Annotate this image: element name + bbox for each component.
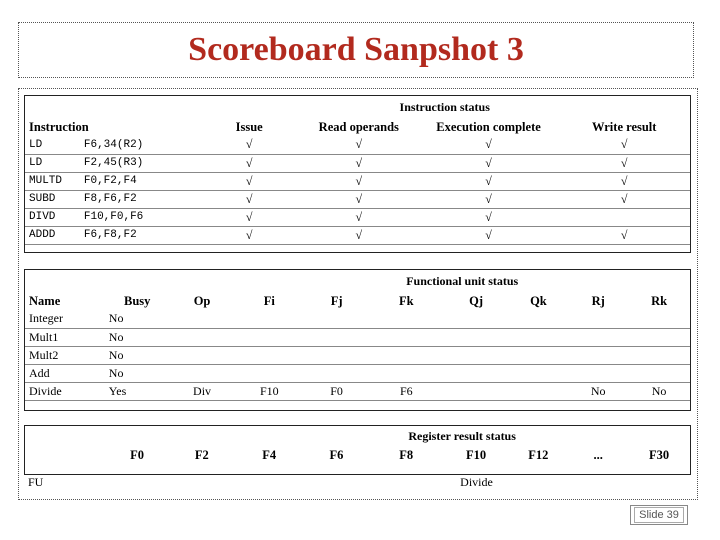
fu-cell [568, 328, 628, 346]
reg-col-ellipsisellipsisellipsis: ... [593, 447, 603, 462]
fu-cell [509, 382, 569, 400]
fu-col-op: Op [193, 293, 211, 308]
read-check: √ [299, 136, 419, 154]
register-fu-table [24, 473, 691, 491]
instruction-op: LD [25, 154, 80, 172]
register-result-status-caption: Register result status [408, 428, 516, 443]
reg-cell [169, 473, 234, 491]
instruction-args: F6,34(R2) [80, 136, 200, 154]
col-write-result: Write result [591, 119, 657, 134]
fu-cell [509, 310, 569, 328]
read-check: √ [299, 226, 419, 244]
fu-cell [444, 382, 509, 400]
exec-check: √ [419, 190, 559, 208]
read-check: √ [299, 154, 419, 172]
write-check [558, 208, 690, 226]
fu-col-name: Name [29, 293, 61, 308]
reg-cell [104, 473, 169, 491]
fu-col-fj: Fj [330, 293, 343, 308]
instruction-status-panel [24, 95, 691, 253]
fu-row [25, 346, 690, 364]
fu-cell: F0 [304, 382, 369, 400]
fu-cell [568, 364, 628, 382]
instruction-row [25, 172, 690, 190]
fu-cell: Mult2 [25, 346, 105, 364]
write-check: √ [558, 172, 690, 190]
fu-cell: Add [25, 364, 105, 382]
instruction-row [25, 226, 690, 244]
read-check: √ [299, 172, 419, 190]
issue-check: √ [199, 190, 298, 208]
write-check: √ [558, 136, 690, 154]
exec-check: √ [419, 172, 559, 190]
content-frame [18, 88, 698, 500]
exec-check: √ [419, 208, 559, 226]
exec-check: √ [419, 154, 559, 172]
exec-check: √ [419, 226, 559, 244]
instruction-args: F2,45(R3) [80, 154, 200, 172]
fu-row [25, 310, 690, 328]
reg-col-f6: F6 [329, 447, 344, 462]
fu-cell: F10 [234, 382, 304, 400]
read-check: √ [299, 190, 419, 208]
fu-col-qj: Qj [469, 293, 484, 308]
reg-col-blank [25, 446, 105, 464]
fu-cell: Yes [105, 382, 170, 400]
write-check: √ [558, 190, 690, 208]
fu-cell [170, 364, 235, 382]
issue-check: √ [199, 136, 298, 154]
instruction-row [25, 208, 690, 226]
fu-cell: No [628, 382, 690, 400]
fu-col-fi: Fi [263, 293, 275, 308]
instruction-row [25, 190, 690, 208]
exec-check: √ [419, 136, 559, 154]
reg-col-f10: F10 [465, 447, 487, 462]
reg-cell [304, 473, 369, 491]
fu-cell [304, 346, 369, 364]
fu-cell [509, 346, 569, 364]
instruction-status-caption: Instruction status [399, 99, 490, 114]
fu-row [25, 364, 690, 382]
instruction-args: F6,F8,F2 [80, 226, 200, 244]
fu-cell: Integer [25, 310, 105, 328]
fu-col-fk: Fk [399, 293, 414, 308]
instruction-op: ADDD [25, 226, 80, 244]
fu-cell [304, 364, 369, 382]
issue-check: √ [199, 226, 298, 244]
fu-cell [509, 328, 569, 346]
fu-cell: Div [170, 382, 235, 400]
fu-cell [234, 310, 304, 328]
fu-cell [628, 346, 690, 364]
functional-unit-status-table [25, 270, 690, 401]
reg-cell [569, 473, 629, 491]
reg-cell [234, 473, 304, 491]
fu-cell [509, 364, 569, 382]
slide-number [630, 505, 688, 525]
reg-col-f2: F2 [194, 447, 209, 462]
issue-check: √ [199, 208, 298, 226]
fu-cell [444, 310, 509, 328]
fu-cell [568, 310, 628, 328]
fu-cell [304, 310, 369, 328]
slide-title: Scoreboard Sanpshot 3 [188, 31, 524, 68]
col-read-operands: Read operands [318, 119, 399, 134]
slide-number-label: Slide 39 [634, 507, 684, 523]
fu-cell [234, 328, 304, 346]
fu-cell: No [105, 364, 170, 382]
reg-col-f12: F12 [528, 447, 549, 462]
issue-check: √ [199, 172, 298, 190]
fu-cell [444, 364, 509, 382]
fu-cell [234, 364, 304, 382]
fu-cell [568, 346, 628, 364]
fu-cell [304, 328, 369, 346]
fu-cell [369, 364, 444, 382]
functional-unit-status-panel [24, 269, 691, 411]
fu-cell [444, 328, 509, 346]
fu-col-busy: Busy [124, 293, 151, 308]
fu-cell [369, 346, 444, 364]
instruction-op: DIVD [25, 208, 80, 226]
fu-cell [628, 328, 690, 346]
col-instruction: Instruction [29, 119, 89, 134]
fu-row [25, 382, 690, 400]
fu-cell: No [105, 328, 170, 346]
fu-col-rk: Rk [651, 293, 668, 308]
fu-cell: F6 [369, 382, 444, 400]
fu-cell: Mult1 [25, 328, 105, 346]
title-frame [18, 22, 694, 78]
fu-cell: No [105, 346, 170, 364]
instruction-row [25, 136, 690, 154]
fu-cell [234, 346, 304, 364]
read-check: √ [299, 208, 419, 226]
fu-cell: No [105, 310, 170, 328]
instruction-op: LD [25, 136, 80, 154]
fu-cell [369, 310, 444, 328]
fu-cell: Divide [25, 382, 105, 400]
instruction-status-table [25, 96, 690, 245]
col-issue: Issue [235, 119, 263, 134]
reg-row-label: FU [28, 474, 44, 489]
reg-cell [369, 473, 444, 491]
reg-col-f30: F30 [648, 447, 670, 462]
instruction-args: F8,F6,F2 [80, 190, 200, 208]
fu-row [25, 328, 690, 346]
issue-check: √ [199, 154, 298, 172]
fu-col-qk: Qk [530, 293, 547, 308]
register-result-status-panel [24, 425, 691, 475]
fu-cell [444, 346, 509, 364]
instruction-op: SUBD [25, 190, 80, 208]
instruction-op: MULTD [25, 172, 80, 190]
register-result-status-table [25, 426, 690, 464]
register-fu-row-wrap [24, 473, 691, 491]
fu-cell [628, 310, 690, 328]
fu-cell [369, 328, 444, 346]
instruction-row [25, 154, 690, 172]
fu-cell: No [568, 382, 628, 400]
reg-col-f8: F8 [399, 447, 414, 462]
write-check: √ [558, 226, 690, 244]
reg-cell [509, 473, 569, 491]
fu-cell [170, 328, 235, 346]
fu-cell [628, 364, 690, 382]
col-exec-complete: Execution complete [436, 119, 541, 134]
reg-cell: Divide [460, 474, 493, 489]
fu-cell [170, 346, 235, 364]
instruction-args: F0,F2,F4 [80, 172, 200, 190]
reg-col-f0: F0 [130, 447, 145, 462]
fu-col-rj: Rj [591, 293, 605, 308]
write-check: √ [558, 154, 690, 172]
functional-unit-status-caption: Functional unit status [406, 273, 519, 288]
instruction-args: F10,F0,F6 [80, 208, 200, 226]
fu-cell [170, 310, 235, 328]
reg-col-f4: F4 [262, 447, 277, 462]
reg-cell [629, 473, 691, 491]
